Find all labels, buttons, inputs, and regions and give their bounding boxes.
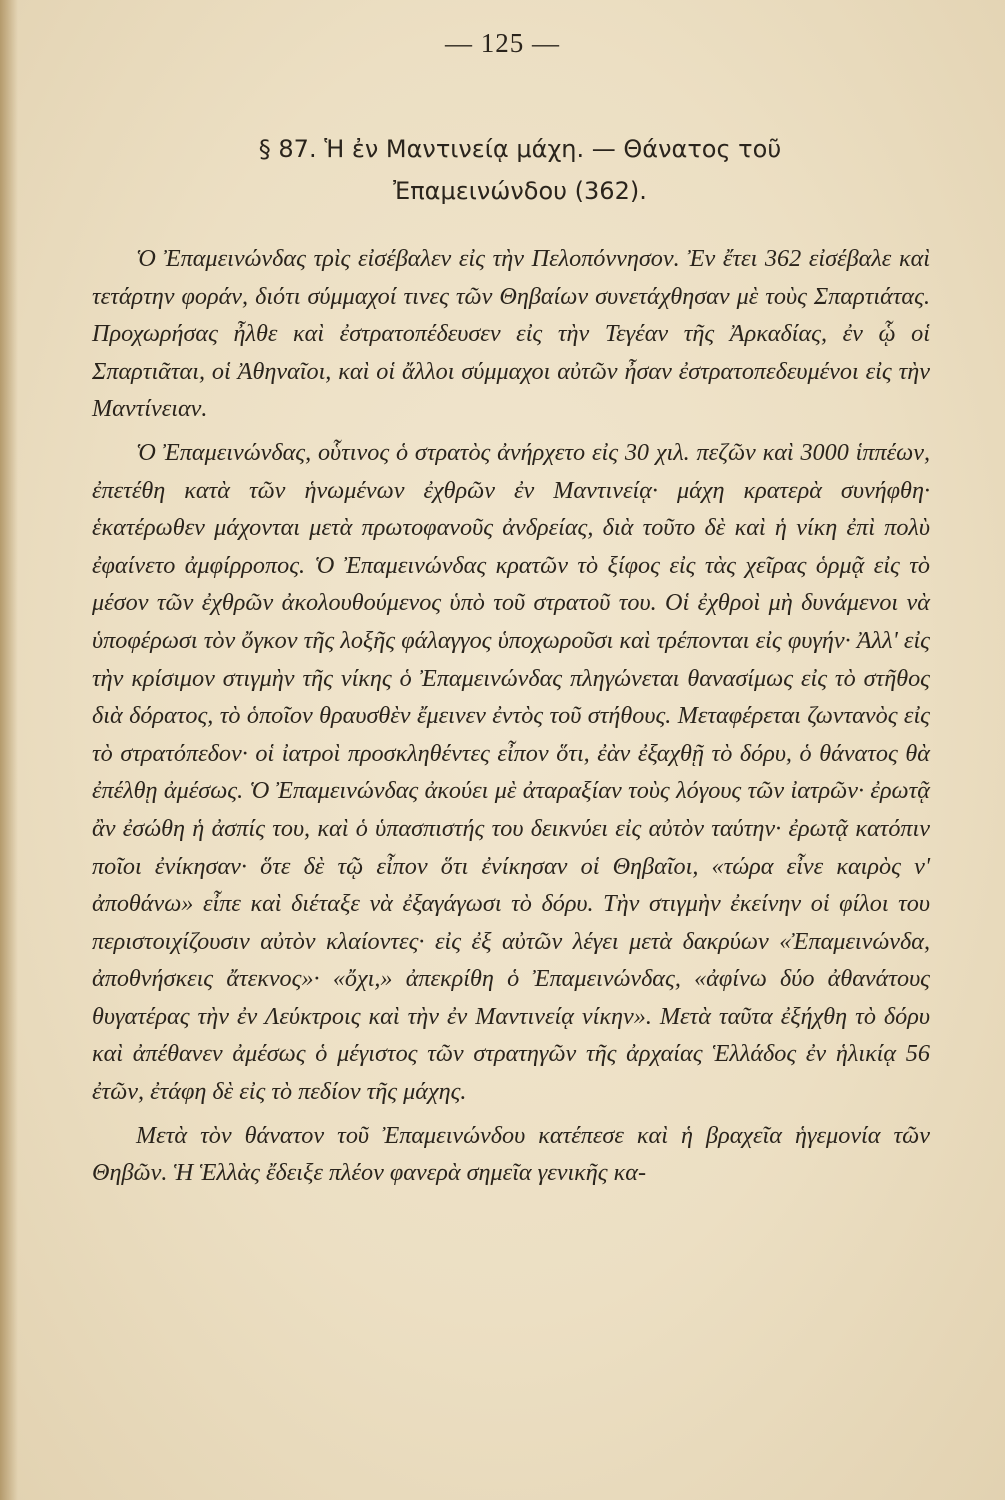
section-heading-line-2: Ἐπαμεινώνδου (362).	[393, 177, 647, 205]
paragraph-2: Ὁ Ἐπαμεινώνδας, οὗτινος ὁ στρατὸς ἀνήρχετο εἰς 30 χιλ. πεζῶν καὶ 3000 ἱππέων, ἐπετέθη κατὰ τῶν ἡνωμένων ἐχθρῶν ἐν Μαντινείᾳ· μάχη κρατερὰ συνήφθη· ἑκατέρωθεν μάχονται μετὰ πρωτοφανοῦς ἀνδρείας, διὰ τοῦτο δὲ καὶ ἡ νίκη ἐπὶ πολὺ ἐφαίνετο ἀμφίρροπος. Ὁ Ἐπαμεινώνδας κρατῶν τὸ ξίφος εἰς τὰς χεῖρας ὁρμᾷ εἰς τὸ μέσον τῶν ἐχθρῶν ἀκολουθούμενος ὑπὸ τοῦ στρατοῦ του. Οἱ ἐχθροὶ μὴ δυνάμενοι νὰ ὑποφέρωσι τὸν ὄγκον τῆς λοξῆς φάλαγγος ὑποχωροῦσι καὶ τρέπονται εἰς φυγήν· Ἀλλ' εἰς τὴν κρίσιμον στιγμὴν τῆς νίκης ὁ Ἐπαμεινώνδας πληγώνεται θανασίμως εἰς τὸ στῆθος διὰ δόρατος, τὸ ὁποῖον θραυσθὲν ἔμεινεν ἐντὸς τοῦ στήθους. Μεταφέρεται ζωντανὸς εἰς τὸ στρατόπεδον· οἱ ἰατροὶ προσκληθέντες εἶπον ὅτι, ἐὰν ἐξαχθῇ τὸ δόρυ, ὁ θάνατος θὰ ἐπέλθῃ ἀμέσως. Ὁ Ἐπαμεινώνδας ἀκούει μὲ ἀταραξίαν τοὺς λόγους τῶν ἰατρῶν· ἐρωτᾷ ἂν ἐσώθη ἡ ἀσπίς του, καὶ ὁ ὑπασπιστής του δεικνύει εἰς αὐτὸν ταύτην· ἐρωτᾷ κατόπιν ποῖοι ἐνίκησαν· ὅτε δὲ τῷ εἶπον ὅτι ἐνίκησαν οἱ Θηβαῖοι, «τώρα εἶνε καιρὸς ν' ἀποθάνω» εἶπε καὶ διέταξε νὰ ἐξαγάγωσι τὸ δόρυ. Τὴν στιγμὴν ἐκείνην οἱ φίλοι του περιστοιχίζουσιν αὐτὸν κλαίοντες· εἰς ἐξ αὐτῶν λέγει μετὰ δακρύων «Ἐπαμεινώνδα, ἀποθνήσκεις ἄτεκνος»· «ὄχι,» ἀπεκρίθη ὁ Ἐπαμεινώνδας, «ἀφίνω δύο ἀθανάτους θυγατέρας τὴν ἐν Λεύκτροις καὶ τὴν ἐν Μαντινείᾳ νίκην». Μετὰ ταῦτα ἐξήχθη τὸ δόρυ καὶ ἀπέθανεν ἀμέσως ὁ μέγιστος τῶν στρατηγῶν τῆς ἀρχαίας Ἑλλάδος ἐν ἡλικίᾳ 56 ἐτῶν, ἐτάφη δὲ εἰς τὸ πεδίον τῆς μάχης.	[92, 438, 930, 1106]
section-heading-line-1: § 87. Ἡ ἐν Μαντινείᾳ μάχη. — Θάνατος τοῦ	[258, 135, 782, 163]
section-heading	[110, 128, 930, 212]
page-number: — 125 —	[445, 28, 560, 58]
page-edge-shadow	[0, 0, 18, 1500]
body-text	[92, 240, 930, 1192]
paragraph-1: Ὁ Ἐπαμεινώνδας τρὶς εἰσέβαλεν εἰς τὴν Πελοπόννησον. Ἐν ἔτει 362 εἰσέβαλε καὶ τετάρτην φοράν, διότι σύμμαχοί τινες τῶν Θηβαίων συνετάχθησαν μὲ τοὺς Σπαρτιάτας. Προχωρήσας ἦλθε καὶ ἐστρατοπέδευσεν εἰς τὴν Τεγέαν τῆς Ἀρκαδίας, ἐν ᾧ οἱ Σπαρτιᾶται, οἱ Ἀθηναῖοι, καὶ οἱ ἄλλοι σύμμαχοι αὐτῶν ἦσαν ἐστρατοπεδευμένοι εἰς τὴν Μαντίνειαν.	[92, 245, 930, 423]
paragraph-3: Μετὰ τὸν θάνατον τοῦ Ἐπαμεινώνδου κατέπεσε καὶ ἡ βραχεῖα ἡγεμονία τῶν Θηβῶν. Ἡ Ἑλλὰς ἔδειξε πλέον φανερὰ σημεῖα γενικῆς κα-	[92, 1121, 930, 1187]
